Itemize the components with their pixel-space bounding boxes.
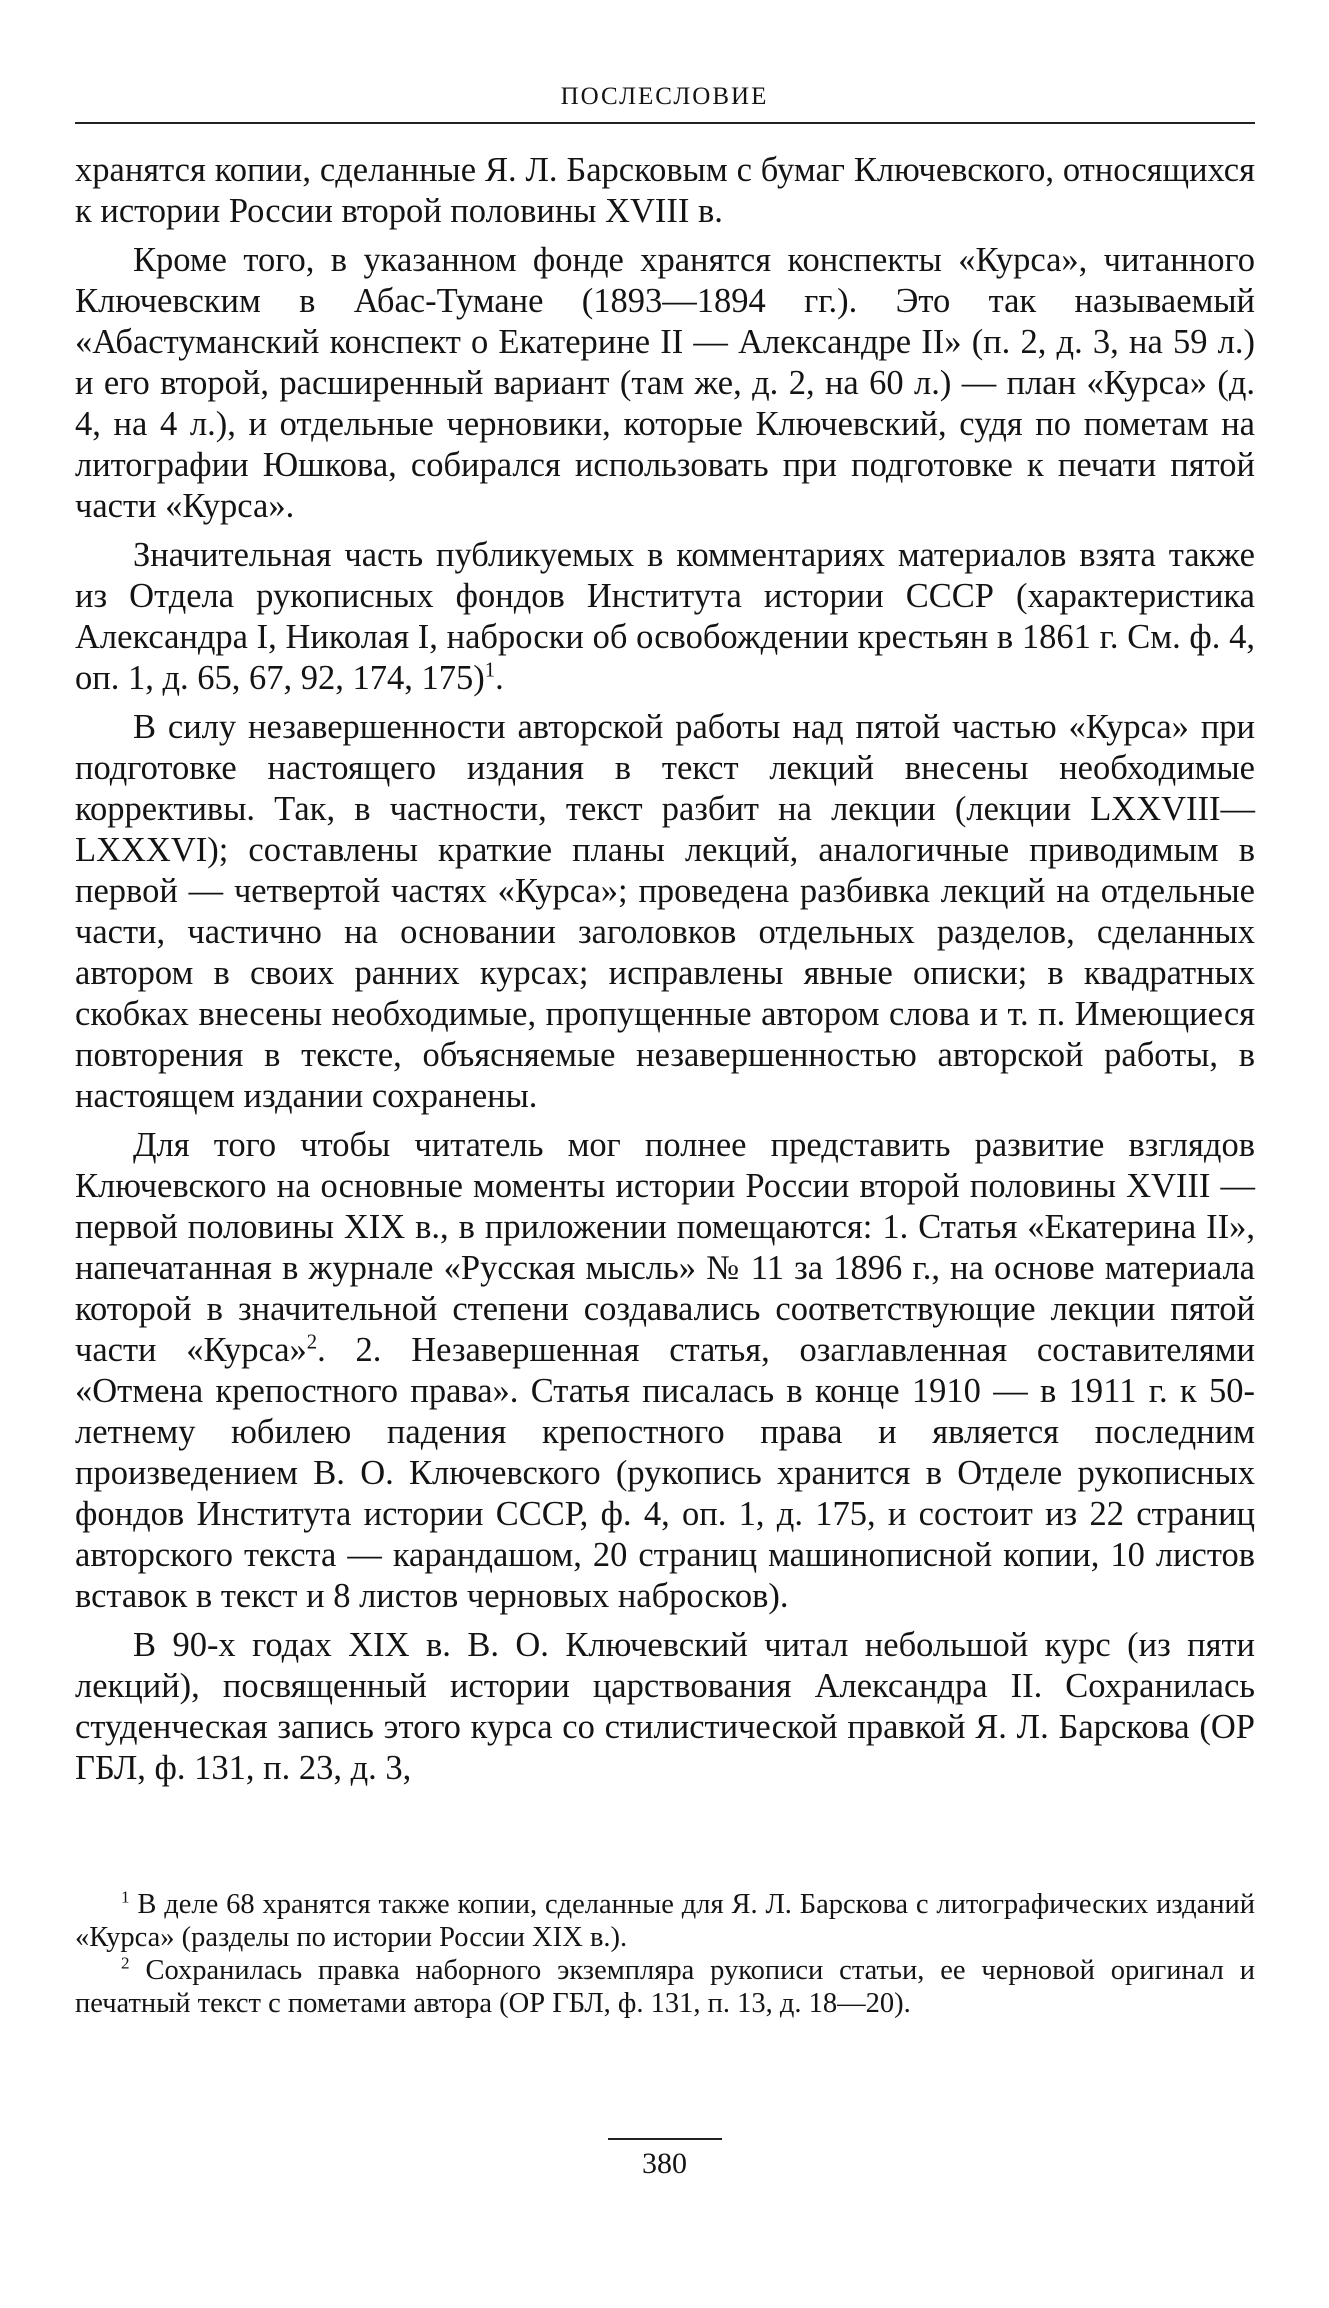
main-text [75, 150, 1255, 1797]
footnote-ref-1[interactable]: 1 [484, 659, 496, 682]
paragraph-text: . 2. Незавершенная статья, озаглавленная составителями «Отмена крепостного права». Статья писалась в конце 1910 — в 1911 г. к 50-летнему юбилею падения крепостного права и является последним произведением В. О. Ключевского (рукопись хранится в Отделе рукописных фондов Института истории СССР, ф. 4, оп. 1, д. 175, и состоит из 22 страниц авторского текста — карандашом, 20 страниц машинописной копии, 10 листов вставок в текст и 8 листов черновых набросков). [75, 1331, 1256, 1615]
paragraph-text: В 90-х годах XIX в. В. О. Ключевский читал небольшой курс (из пяти лекций), посвященный истории царствования Александра II. Сохранилась студенческая запись этого курса со стилистической правкой Я. Л. Барскова (ОР ГБЛ, ф. 131, п. 23, д. 3, [75, 1626, 1255, 1787]
paragraph-text: Для того чтобы читатель мог полнее представить развитие взглядов Ключевского на основные моменты истории России второй половины XVIII — первой половины XIX в., в приложении помещаются: 1. Статья «Екатерина II», напечатанная в журнале «Русская мысль» № 11 за 1896 г., на основе материала которой в значительной степени создавались соответствующие лекции пятой части «Курса» [75, 1126, 1255, 1369]
header-rule [75, 122, 1255, 124]
footnotes [75, 1888, 1255, 2020]
footnote-marker: 1 [121, 1887, 130, 1907]
footnote-2 [75, 1954, 1255, 2020]
paragraph [75, 707, 1255, 1117]
footnote-text: В деле 68 хранятся также копии, сделанные для Я. Л. Барскова с литографических изданий «Курса» (разделы по истории России XIX в.). [75, 1889, 1255, 1953]
paragraph-text: В силу незавершенности авторской работы над пятой частью «Курса» при подготовке настоящего издания в текст лекций внесены необходимые коррективы. Так, в частности, текст разбит на лекции (лекции LXXVIII—LXXXVI); составлены краткие планы лекций, аналогичные приводимым в первой — четвертой частях «Курса»; проведена разбивка лекций на отдельные части, частично на основании заголовков отдельных разделов, сделанных автором в своих ранних курсах; исправлены явные описки; в квадратных скобках внесены необходимые, пропущенные автором слова и т. п. Имеющиеся повторения в тексте, объясняемые незавершенностью авторской работы, в настоящем издании сохранены. [75, 708, 1255, 1115]
running-title: ПОСЛЕСЛОВИЕ [560, 83, 769, 110]
paragraph-text: хранятся копии, сделанные Я. Л. Барсковым с бумаг Ключевского, относящихся к истории России второй половины XVIII в. [75, 151, 1255, 230]
paragraph [75, 1125, 1255, 1617]
page-number-rule [608, 2138, 722, 2140]
footnote-marker: 2 [121, 1953, 130, 1973]
paragraph: Значительная часть публикуемых в комментариях материалов взята также из Отдела рукописных фондов Института истории СССР (характеристика Александра I, Николая I, наброски об освобождении крестьян в 1861 г. См. ф. 4, оп. 1, д. 65, 67, 92, 174, 175)$^1$. [75, 536, 1255, 697]
paragraph-continuation [75, 150, 1255, 232]
paragraph-text: Кроме того, в указанном фонде хранятся конспекты «Курса», читанного Ключевским в Абас-Тумане (1893—1894 гг.). Это так называемый «Абастуманский конспект о Екатерине II — Александре II» (п. 2, д. 3, на 59 л.) и его второй, расширенный вариант (там же, д. 2, на 60 л.) — план «Курса» (д. 4, на 4 л.), и отдельные черновики, которые Ключевский, судя по пометам на литографии Юшкова, собирался использовать при подготовке к печати пятой части «Курса». [75, 241, 1255, 525]
footnote-text: Сохранилась правка наборного экземпляра рукописи статьи, ее черновой оригинал и печатный текст с пометами автора (ОР ГБЛ, ф. 131, п. 13, д. 18—20). [75, 1955, 1256, 2019]
page-number: 380 [642, 2147, 687, 2180]
footnote-ref-2[interactable]: 2 [306, 1331, 318, 1354]
paragraph-text: Значительная часть публикуемых в комментариях материалов взята также из Отдела рукописных фондов Института истории СССР (характеристика Александра I, Николая I, наброски об освобождении крестьян в 1861 г. См. ф. 4, оп. 1, д. 65, 67, 92, 174, 175) [75, 536, 1255, 697]
paragraph [75, 240, 1255, 527]
footnote-1 [75, 1888, 1255, 1954]
paragraph [75, 1625, 1255, 1789]
